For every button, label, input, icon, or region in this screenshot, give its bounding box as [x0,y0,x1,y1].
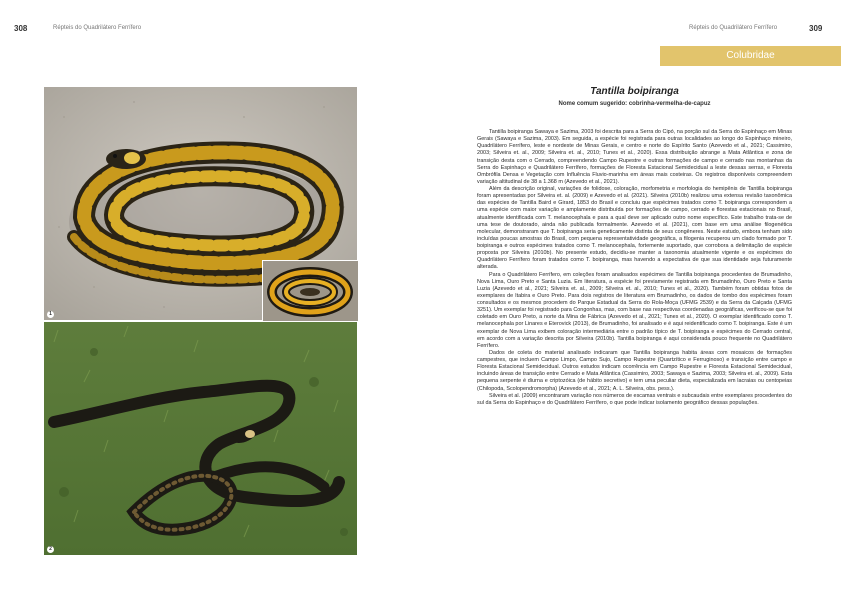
paragraph: Dados de coleta do material analisado indicaram que Tantilla boipiranga habita áreas com mosaicos de formações campestres, que incluem Campo Limpo, Campo Sujo, Campo Rupestre (Quartzítico e Ferruginoso) e transição entre campo e Floresta Estacional Semidecidual. Outros estudos indicam ocorrência em Campo Rupestre e Floresta Estacional Semidecidual, incluindo áreas de transição entre Cerrado e Mata Atlântica (Cassimiro, 2003; Sawaya e Sazima, 2003; Silveira et. al., 2009). Esta pequena serpente é diurna e criptozóica (de hábito secretivo) e tem uma peculiar dieta, especializada em lacraias ou centopeias (Chilopoda, Scolopendromorpha) (Azevedo et al., 2021; A. L. Silveira, obs. pess.). [477,349,792,392]
photo-1-label: 1 [47,311,54,318]
family-tag: Colubridae [660,46,841,66]
article-body [477,129,792,584]
ventral-view-inset-photo [262,260,359,322]
paragraph: Para o Quadrilátero Ferrífero, em coleções foram analisados espécimes de Tantilla boipiranga procedentes de Brumadinho, Nova Lima, Ouro Preto e Santa Luzia. Em literatura, a espécie foi previamente registrada em Brumadinho, Ouro Preto e Santa Luzia (Azevedo et al., 2021; Silveira et. al., 2009; Silveira et. al., 2010; Tunes et al., 2020). Também foram obtidas fotos de exemplares de Itabira e Ouro Preto. Para dois registros de literatura em Brumadinho, os dados de tombo dos espécimes foram consultados e os mesmos procedem do Parque Estadual da Serra do Rola-Moça (UFMG 2539) e da Serra da Calçada (UFMG 3251). Um exemplar foi registrado para Congonhas, mas, com base nas respectivas coordenadas geográficas, verificou-se que foi coletado em Ouro Preto, a norte da Mina de Fábrica (Azevedo et al., 2021; Tunes et al., 2020). O exemplar identificado como T. melanocephala por Linares e Eterovick (2013), de Brumadinho, foi analisado e é aqui reidentificado como T. boipiranga. Este é um exemplar de Nova Lima exibem coloração intermediária entre o padrão típico de T. boipiranga e espécimes do Cerrado central, em acordo com a variação descrita por Silveira (2010b). Tantilla boipiranga é aqui considerada pouco frequente no Quadrilátero Ferrífero. [477,271,792,349]
photo-2-label: 2 [47,546,54,553]
running-title-left: Répteis do Quadrilátero Ferrífero [53,25,142,31]
paragraph: Tantilla boipiranga Sawaya e Sazima, 2003 foi descrita para a Serra do Cipó, na porção sul da Serra do Espinhaço em Minas Gerais (Sawaya e Sazima, 2003). Em seguida, a espécie foi registrada para outras localidades ao longo do Espinhaço mineiro, Quadrilátero Ferrífero, leste e nordeste de Minas Gerais, e centro e norte do Espírito Santo (Azevedo et al., 2021; Cassimiro, 2003; Silveira et. al., 2009; Silveira et. al., 2010; Tunes et al., 2020). Essa distribuição abrange a Mata Atlântica e zona de transição desta com o Cerrado, compreendendo Campo Rupestre e outras formações de campo e cerrado nas montanhas da Serra do Espinhaço e Quadrilátero Ferrífero, formações de Floresta Estacional Semidecidual a leste dessas serras, e Floresta Ombrófila Densa e Vegetação com Influência Fluvio-marinha em áreas mais costeiras. Os registros disponíveis compreendem variação altitudinal de 38 a 1.368 m (Azevedo et al., 2021). [477,129,792,185]
running-title-right: Répteis do Quadrilátero Ferrífero [689,25,778,31]
species-title: Tantilla boipiranga [590,86,679,97]
common-name: Nome comum sugerido: cobrinha-vermelha-de-capuz [558,101,711,107]
snake-on-grass-photo [44,322,357,555]
right-page [424,0,848,600]
page-number-right: 309 [809,24,823,33]
paragraph: Silveira et al. (2009) encontraram variação nos números de escamas ventrais e subcaudais entre exemplares procedentes do sul da Serra do Espinhaço e do Quadrilátero Ferrífero, o que pode indicar isolamento geográfico dessas populações. [477,392,792,406]
paragraph: Além da descrição original, variações de folidose, coloração, morfometria e morfologia do hemipênis de Tantilla boipiranga foram apresentadas por Silveira et. al. (2009) e Azevedo et al. (2021). Silveira (2010b) realizou uma extensa revisão taxonômica das espécies de Tantilla Baird e Girard, 1853 do Brasil e concluiu que espécimes tratados como T. boipiranga correspondem a uma espécie com maior variação e amplamente distribuída por formações de campo, cerrado e florestas estacionais no Brasil, atualmente identificada com T. melanocephala e para a qual deve ser aplicado outro nome específico. Este trabalho trata-se de uma tese de doutorado, ainda não publicada formalmente. Azevedo et al. (2021), com base em uma análise filogenética molecular, demonstraram que T. boipiranga seria geneticamente distinta de seus congêneres. Neste estudo, embora tenham sido incluídas poucas amostras do Brasil, com pequena representatividade geográfica, a filogenia recuperou um clado formado por T. boipiranga e outros espécimes tratados como T. melanocephala, fortemente suportado, que corrobora a delimitação de espécie proposta por Silveira (2010b). No presente estudo, decidiu-se manter a taxonomia atualmente vigente e os espécimes do Quadrilátero Ferrífero foram tratados como T. boipiranga, mas havendo a expectativa de que sua identidade seja futuramente alterada. [477,186,792,271]
page-number-left: 308 [14,24,28,33]
